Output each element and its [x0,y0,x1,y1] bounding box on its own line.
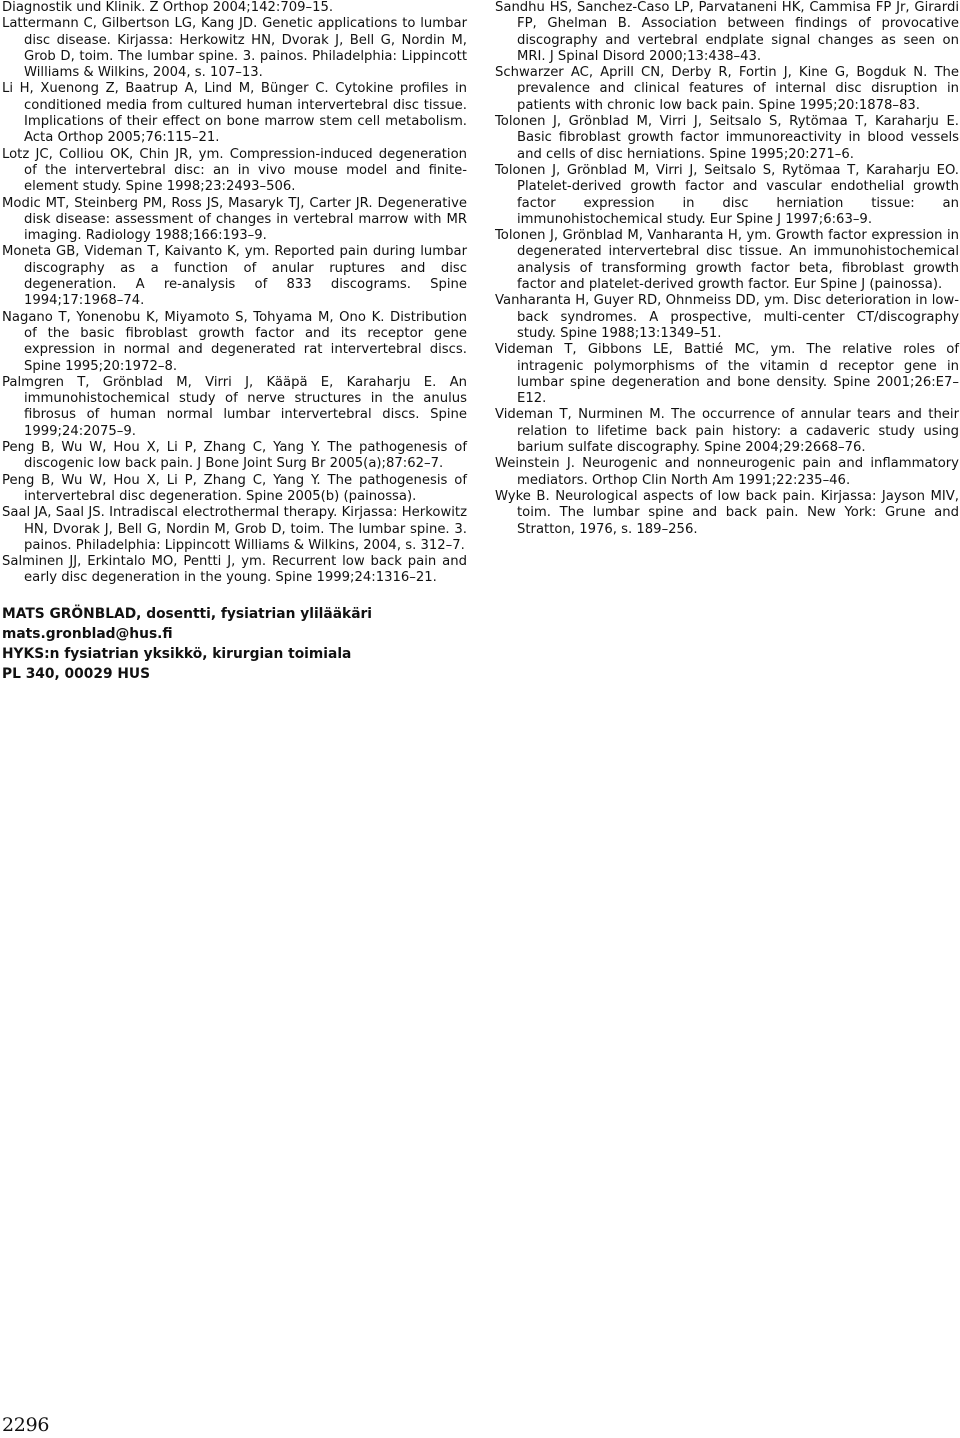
reference-entry: Moneta GB, Videman T, Kaivanto K, ym. Reported pain during lumbar discography as a function of anular ruptures and disc degeneration. A re-analysis of 833 discograms. Spine 1994;17:1968–74. [2,244,467,309]
author-email: mats.gronblad@hus.fi [2,626,173,642]
references-column-right [495,0,959,538]
reference-entry: Modic MT, Steinberg PM, Ross JS, Masaryk TJ, Carter JR. Degenerative disk disease: assessment of changes in vertebral marrow with MR imaging. Radiology 1988;166:193–9. [2,195,467,244]
reference-entry: Weinstein J. Neurogenic and nonneurogenic pain and inflammatory mediators. Orthop Clin North Am 1991;22:235–46. [495,456,959,488]
reference-entry: Videman T, Gibbons LE, Battié MC, ym. The relative roles of intragenic polymorphisms of the vitamin d receptor gene in lumbar spine degeneration and bone density. Spine 2001;26:E7–E12. [495,342,959,407]
reference-entry: Sandhu HS, Sanchez-Caso LP, Parvataneni HK, Cammisa FP Jr, Girardi FP, Ghelman B. Association between findings of provocative discography and vertebral endplate signal changes as seen on MRI. J Spinal Disord 2000;13:438–43. [495,0,959,64]
reference-entry: Diagnostik und Klinik. Z Orthop 2004;142:709–15. [2,0,334,15]
reference-entry: Tolonen J, Grönblad M, Virri J, Seitsalo S, Rytömaa T, Karaharju EO. Platelet-derived growth factor and vascular endothelial growth factor expression in disc herniation tissue: an immunohistochemical study. Eur Spine J 1997;6:63–9. [495,162,959,227]
reference-entry: Salminen JJ, Erkintalo MO, Pentti J, ym. Recurrent low back pain and early disc degeneration in the young. Spine 1999;24:1316–21. [2,554,467,586]
reference-entry: Saal JA, Saal JS. Intradiscal electrothermal therapy. Kirjassa: Herkowitz HN, Dvorak J, Bell G, Nordin M, Grob D, toim. The lumbar spine. 3. painos. Philadelphia: Lippincott Williams & Wilkins, 2004, s. 312–7. [2,505,467,553]
reference-entry: Lotz JC, Colliou OK, Chin JR, ym. Compression-induced degeneration of the intervertebral disc: an in vivo mouse model and finite-element study. Spine 1998;23:2493–506. [2,146,467,195]
reference-entry: Peng B, Wu W, Hou X, Li P, Zhang C, Yang Y. The pathogenesis of discogenic low back pain. J Bone Joint Surg Br 2005(a);87:62–7. [2,440,467,472]
reference-entry: Tolonen J, Grönblad M, Vanharanta H, ym. Growth factor expression in degenerated intervertebral disc tissue. An immunohistochemical analysis of transforming growth factor beta, fibroblast growth factor and platelet-derived growth factor. Eur Spine J (painossa). [495,228,959,293]
references-column-left [2,0,467,587]
reference-entry: Peng B, Wu W, Hou X, Li P, Zhang C, Yang Y. The pathogenesis of intervertebral disc degeneration. Spine 2005(b) (painossa). [2,472,467,504]
reference-entry: Schwarzer AC, Aprill CN, Derby R, Fortin J, Kine G, Bogduk N. The prevalence and clinical features of internal disc disruption in patients with chronic low back pain. Spine 1995;20:1878–83. [495,65,959,113]
reference-entry: Nagano T, Yonenobu K, Miyamoto S, Tohyama M, Ono K. Distribution of the basic fibroblast growth factor and its receptor gene expression in normal and degenerated rat intervertebral discs. Spine 1995;20:1972–8. [2,309,467,374]
reference-entry: Vanharanta H, Guyer RD, Ohnmeiss DD, ym. Disc deterioration in low-back syndromes. A prospective, multi-center CT/discography study. Spine 1988;13:1349–51. [495,293,959,341]
author-address: PL 340, 00029 HUS [2,666,151,682]
reference-entry: Li H, Xuenong Z, Baatrup A, Lind M, Bünger C. Cytokine profiles in conditioned media from cultured human intervertebral disc tissue. Implications of their effect on bone marrow stem cell metabolism. Acta Orthop 2005;76:115–21. [2,81,467,146]
reference-entry: Wyke B. Neurological aspects of low back pain. Kirjassa: Jayson MIV, toim. The lumbar spine and back pain. New York: Grune and Stratton, 1976, s. 189–256. [495,488,959,537]
reference-entry: Lattermann C, Gilbertson LG, Kang JD. Genetic applications to lumbar disc disease. Kirjassa: Herkowitz HN, Dvorak J, Bell G, Nordin M, Grob D, toim. The lumbar spine. 3. painos. Philadelphia: Lippincott Williams & Wilkins, 2004, s. 107–13. [2,16,467,81]
author-name: MATS GRÖNBLAD, dosentti, fysiatrian ylilääkäri [2,606,373,622]
reference-entry: Videman T, Nurminen M. The occurrence of annular tears and their relation to lifetime back pain history: a cadaveric study using barium sulfate discography. Spine 2004;29:2668–76. [495,407,959,456]
reference-entry: Palmgren T, Grönblad M, Virri J, Kääpä E, Karaharju E. An immunohistochemical study of nerve structures in the anulus fibrosus of human normal lumbar intervertebral discs. Spine 1999;24:2075–9. [2,374,467,439]
reference-entry: Tolonen J, Grönblad M, Virri J, Seitsalo S, Rytömaa T, Karaharju E. Basic fibroblast growth factor immunoreactivity in blood vessels and cells of disc herniations. Spine 1995;20:271–6. [495,114,959,162]
author-info [2,604,602,684]
page-number: 2296 [2,1414,50,1436]
author-affiliation: HYKS:n fysiatrian yksikkö, kirurgian toimiala [2,646,352,662]
